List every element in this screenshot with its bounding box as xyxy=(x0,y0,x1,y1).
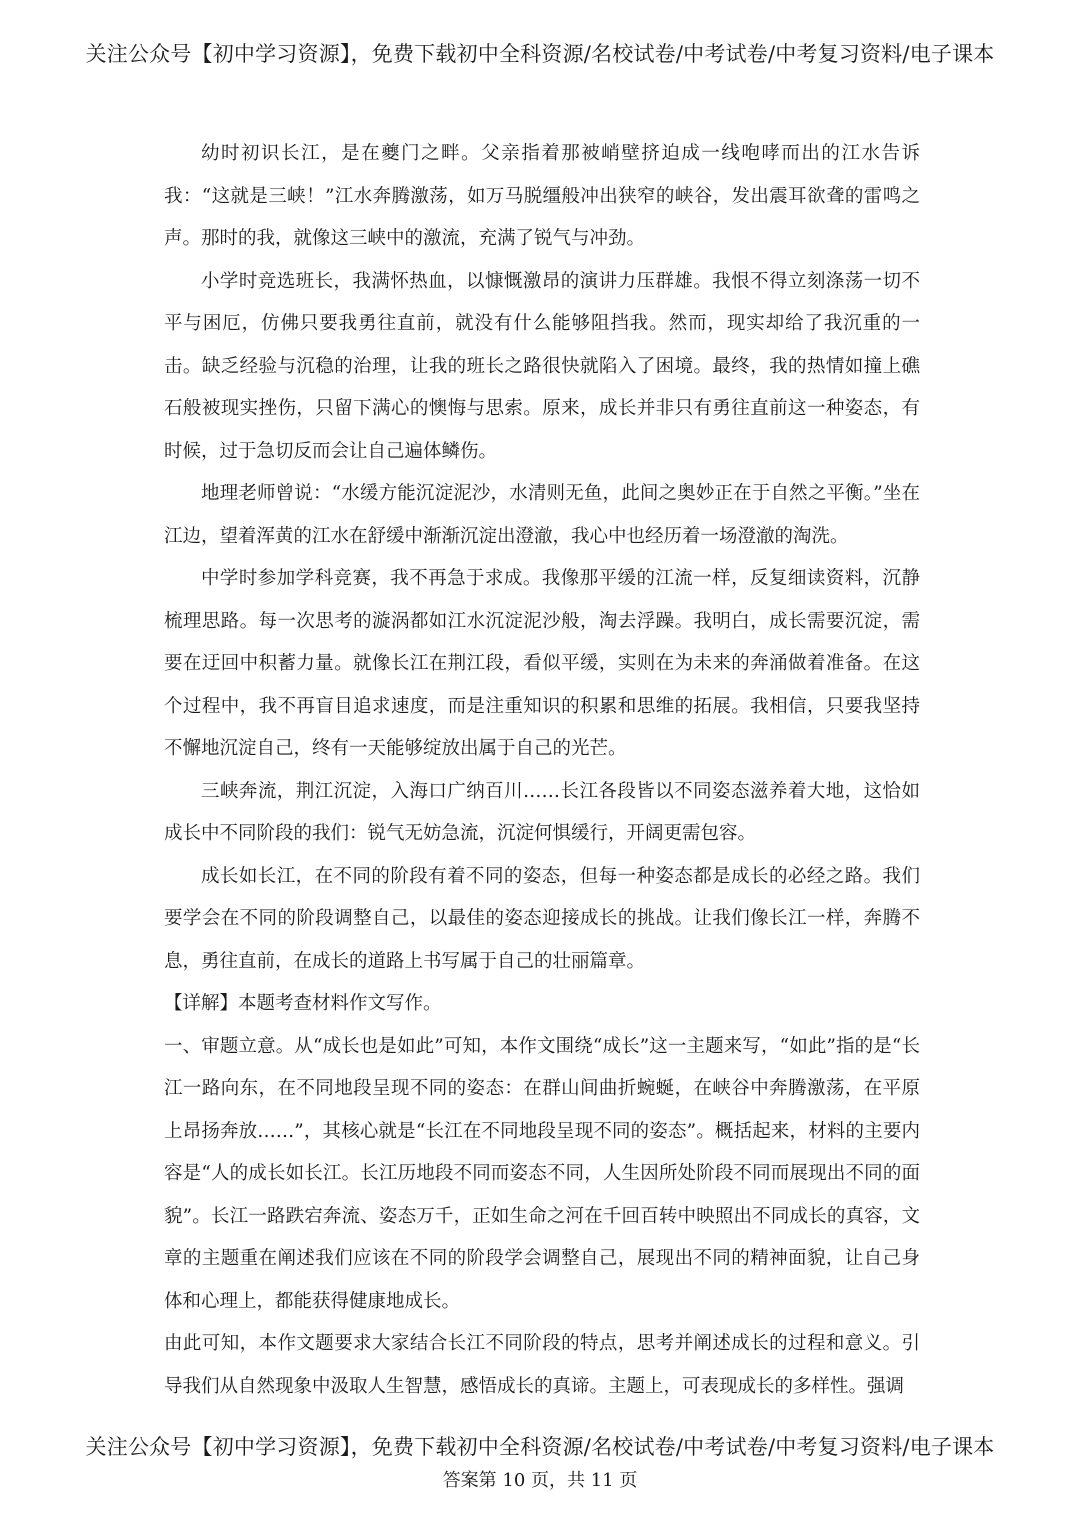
header-banner: 关注公众号【初中学习资源】，免费下载初中全科资源/名校试卷/中考试卷/中考复习资料/电子课本 xyxy=(85,42,995,66)
explanation-paragraph: 由此可知，本作文题要求大家结合长江不同阶段的特点，思考并阐述成长的过程和意义。引导我们从自然现象中汲取人生智慧，感悟成长的真谛。主题上，可表现成长的多样性。强调 xyxy=(164,1333,920,1397)
paragraph: 幼时初识长江，是在夔门之畔。父亲指着那被峭壁挤迫成一线咆哮而出的江水告诉我：“这就是三峡！”江水奔腾激荡，如万马脱缰般冲出狭窄的峡谷，发出震耳欲聋的雷鸣之声。那时的我，就像这三峡中的激流，充满了锐气与冲劲。 xyxy=(164,143,920,249)
explanation-paragraph: 一、审题立意。从“成长也是如此”可知，本作文围绕“成长”这一主题来写，“如此”指的是“长江一路向东，在不同地段呈现不同的姿态：在群山间曲折蜿蜒，在峡谷中奔腾激荡，在平原上昂扬奔放……”，其核心就是“长江在不同地段呈现不同的姿态”。概括起来，材料的主要内容是“人的成长如长江。长江历地段不同而姿态不同，人生因所处阶段不同而展现出不同的面貌”。长江一路跌宕奔流、姿态万千，正如生命之河在千回百转中映照出不同成长的真容，文章的主题重在阐述我们应该在不同的阶段学会调整自己，展现出不同的精神面貌，让自己身体和心理上，都能获得健康地成长。 xyxy=(164,1035,920,1312)
paragraph: 地理老师曾说：“水缓方能沉淀泥沙，水清则无鱼，此间之奥妙正在于自然之平衡。”坐在江边，望着浑黄的江水在舒缓中渐渐沉淀出澄澈，我心中也经历着一场澄澈的淘洗。 xyxy=(164,483,920,547)
explanation-heading: 【详解】本题考查材料作文写作。 xyxy=(164,993,442,1014)
page-number: 答案第 10 页，共 11 页 xyxy=(442,1470,638,1491)
paragraph: 成长如长江，在不同的阶段有着不同的姿态，但每一种姿态都是成长的必经之路。我们要学会在不同的阶段调整自己，以最佳的姿态迎接成长的挑战。让我们像长江一样，奔腾不息，勇往直前，在成长的道路上书写属于自己的壮丽篇章。 xyxy=(164,865,920,972)
paragraph: 中学时参加学科竞赛，我不再急于求成。我像那平缓的江流一样，反复细读资料，沉静梳理思路。每一次思考的漩涡都如江水沉淀泥沙般，淘去浮躁。我明白，成长需要沉淀，需要在迂回中积蓄力量。就像长江在荆江段，看似平缓，实则在为未来的奔涌做着准备。在这个过程中，我不再盲目追求速度，而是注重知识的积累和思维的拓展。我相信，只要我坚持不懈地沉淀自己，终有一天能够绽放出属于自己的光芒。 xyxy=(164,568,920,759)
answer-body xyxy=(164,133,920,1408)
paragraph: 小学时竞选班长，我满怀热血，以慷慨激昂的演讲力压群雄。我恨不得立刻涤荡一切不平与困厄，仿佛只要我勇往直前，就没有什么能够阻挡我。然而，现实却给了我沉重的一击。缺乏经验与沉稳的治理，让我的班长之路很快就陷入了困境。最终，我的热情如撞上礁石般被现实挫伤，只留下满心的懊悔与思索。原来，成长并非只有勇往直前这一种姿态，有时候，过于急切反而会让自己遍体鳞伤。 xyxy=(164,270,920,462)
footer-banner: 关注公众号【初中学习资源】，免费下载初中全科资源/名校试卷/中考试卷/中考复习资料/电子课本 xyxy=(85,1435,995,1459)
paragraph: 三峡奔流，荆江沉淀，入海口广纳百川……长江各段皆以不同姿态滋养着大地，这恰如成长中不同阶段的我们：锐气无妨急流，沉淀何惧缓行，开阔更需包容。 xyxy=(164,780,920,844)
